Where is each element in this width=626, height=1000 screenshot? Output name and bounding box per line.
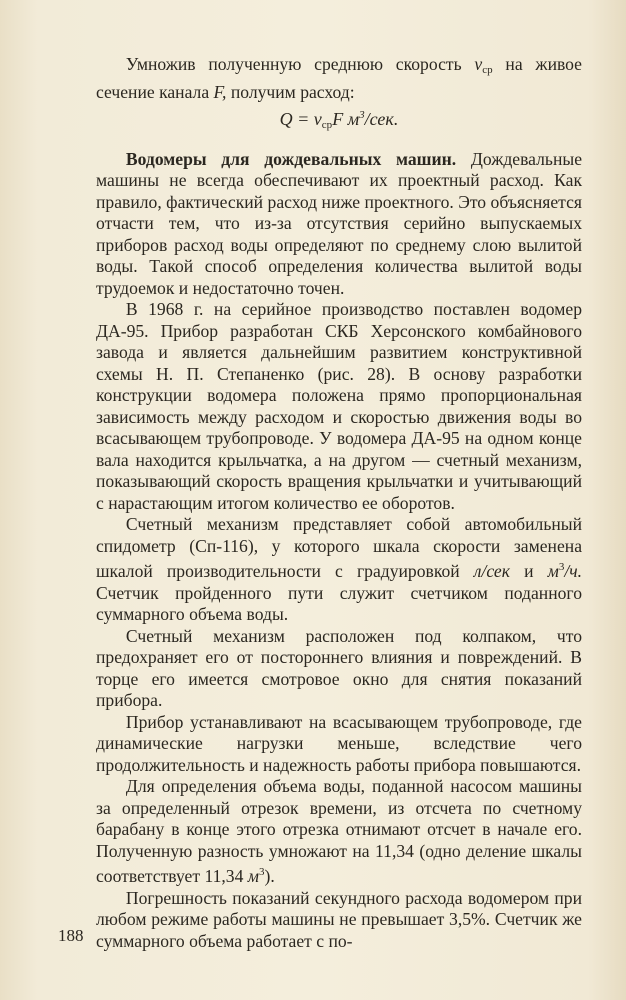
flow-formula: $Q = v_{ср}F$ $м^3$/сек.	[279, 109, 399, 131]
intro-paragraph: Умножив полученную среднюю скорость $v_{ср}$ на живое сечение канала F, получим расход:	[96, 54, 582, 102]
paragraph-6: Для определения объема воды, поданной насосом машины за определенный отрезок времени, из отсчета по счетному барабану в конце этого отрезка отнимают отсчет в начале его. Полученную разность умножают на 11,34 (одно деление шкалы соответствует 11,34 $м^3$).	[96, 776, 582, 886]
paragraph-5: Прибор устанавливают на всасывающем трубопроводе, где динамические нагрузки меньше, вследствие чего продолжительность и надежность работы прибора повышаются.	[96, 711, 582, 775]
section-heading: Водомеры для дождевальных машин.	[125, 148, 457, 169]
paragraph-3: Счетный механизм представляет собой автомобильный спидометр (Сп-116), у которого шкала скорости заменена шкалой производительности с градуировкой л/сек и $м^3/ч$. Счетчик пройденного пути служит счетчиком поданного суммарного объема воды.	[96, 514, 582, 624]
paragraph-7: Погрешность показаний секундного расхода водомером при любом режиме работы машины не превышает 3,5%. Счетчик же суммарного объема работает с по-	[96, 887, 582, 951]
page-text	[96, 54, 582, 952]
page-number: 188	[58, 926, 84, 945]
paragraph-4: Счетный механизм расположен под колпаком, что предохраняет его от постороннего влияния и повреждений. В торце его имеется смотровое окно для снятия показаний прибора.	[96, 625, 582, 710]
section-paragraph: Водомеры для дождевальных машин. Дождевальные машины не всегда обеспечивают их проектный расход. Как правило, фактический расход ниже проектного. Это объясняется отчасти тем, что из-за отсутствия серийно выпускаемых приборов расход воды определяют по среднему слою вылитой воды. Такой способ определения количества вылитой воды трудоемок и недостаточно точен.	[96, 148, 582, 298]
paragraph-2: В 1968 г. на серийное производство поставлен водомер ДА-95. Прибор разработан СКБ Херсонского комбайнового завода и является дальнейшим развитием конструктивной схемы Н. П. Степаненко (рис. 28). В основу разработки конструкции водомера положена прямо пропорциональная зависимость между расходом и скоростью движения воды во всасывающем трубопроводе. У водомера ДА-95 на одном конце вала находится крыльчатка, а на другом — счетный механизм, показывающий скорость вращения крыльчатки и учитывающий с нарастающим итогом количество ее оборотов.	[96, 299, 582, 513]
